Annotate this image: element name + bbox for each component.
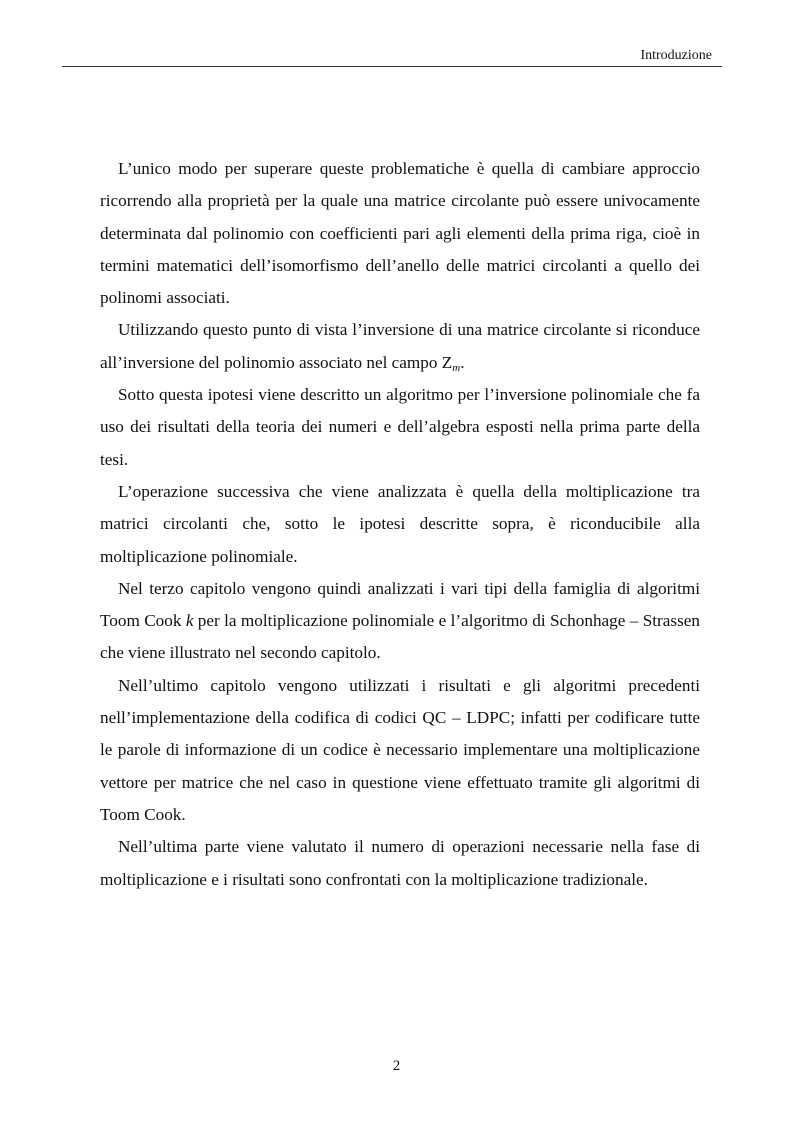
paragraph-2-text: Utilizzando questo punto di vista l’inversione di una matrice circolante si riconduce all’inversione del polinomio associato nel campo [100, 320, 700, 372]
paragraph-5-text: Nel terzo capitolo vengono quindi analizzati i vari tipi della famiglia di algoritmi Toom Cook [100, 578, 700, 631]
body-text [100, 153, 700, 896]
paragraph-2-end: . [460, 352, 465, 372]
paragraph-4: L’operazione successiva che viene analizzata è quella della moltiplicazione tra matrici circolanti che, sotto le ipotesi descritte sopra, è riconducibile alla moltiplicazione polinomiale. [100, 481, 700, 566]
field-symbol: Z [441, 352, 453, 372]
paragraph-6: Nell’ultimo capitolo vengono utilizzati i risultati e gli algoritmi precedenti nell’implementazione della codifica di codici QC – LDPC; infatti per codificare tutte le parole di informazione di un codice è necessario implementare una moltiplicazione vettore per matrice che nel caso in questione viene effettuato tramite gli algoritmi di Toom Cook. [100, 675, 700, 824]
paragraph-2 [100, 314, 700, 379]
paragraph-1: L’unico modo per superare queste problematiche è quella di cambiare approccio ricorrendo alla proprietà per la quale una matrice circolante può essere univocamente determinata dal polinomio con coefficienti pari agli elementi della prima riga, cioè in termini matematici dell’isomorfismo dell’anello delle matrici circolanti a quello dei polinomi associati. [100, 159, 700, 308]
paragraph-5 [100, 573, 700, 670]
running-header [62, 46, 722, 67]
section-title: Introduzione [640, 48, 712, 63]
paragraph-7: Nell’ultima parte viene valutato il numero di operazioni necessarie nella fase di moltiplicazione e i risultati sono confrontati con la moltiplicazione tradizionale. [100, 837, 700, 889]
field-subscript: m [452, 361, 461, 374]
page-number: 2 [392, 1058, 401, 1074]
paragraph-3: Sotto questa ipotesi viene descritto un algoritmo per l’inversione polinomiale che fa uso dei risultati della teoria dei numeri e dell’algebra esposti nella prima parte della tesi. [100, 385, 700, 469]
paragraph-5-end: per la moltiplicazione polinomiale e l’algoritmo di Schonhage – Strassen che viene illustrato nel secondo capitolo. [100, 611, 700, 663]
variable-k: k [185, 611, 194, 631]
